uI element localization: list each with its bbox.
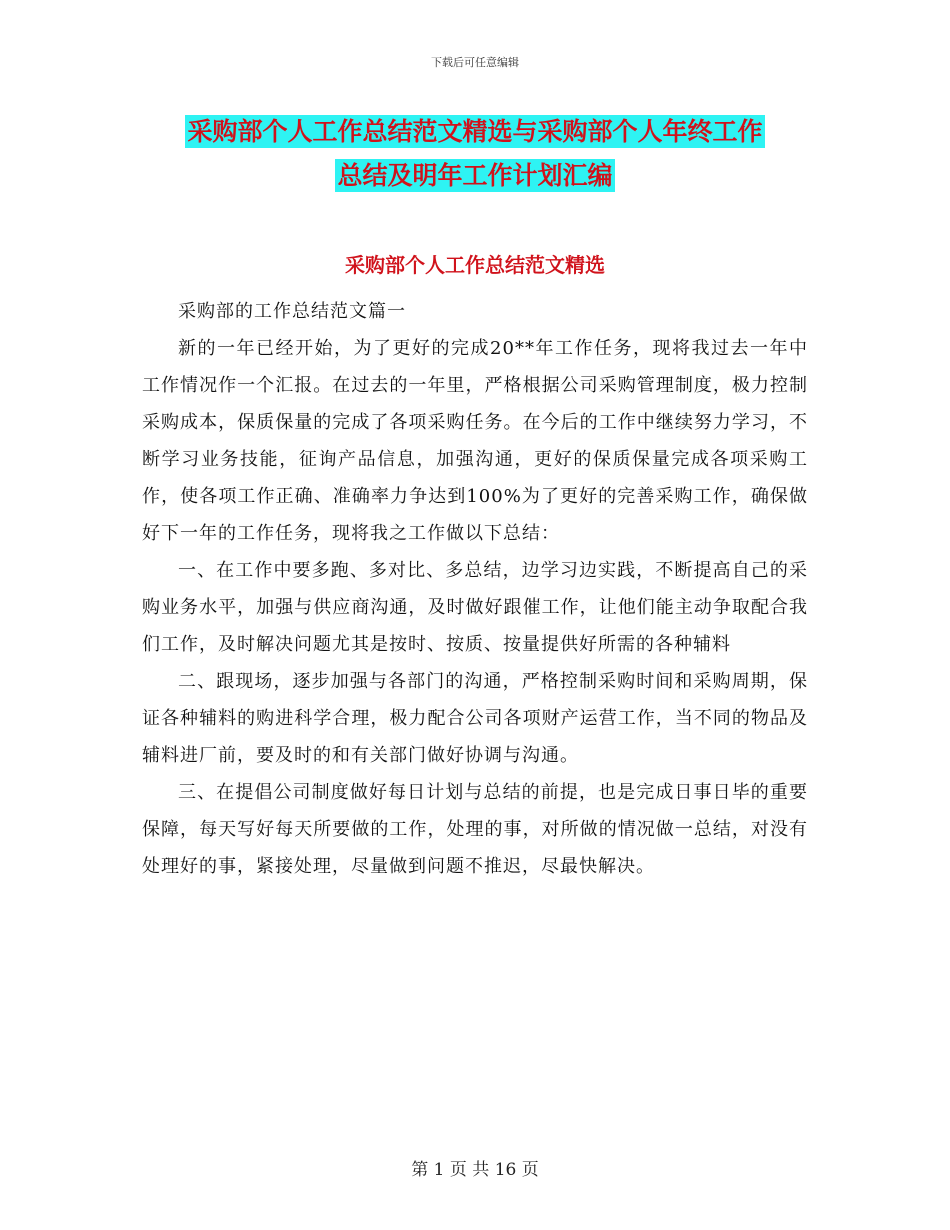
paragraph-point-3: 三、在提倡公司制度做好每日计划与总结的前提，也是完成日事日毕的重要保障，每天写好每天所要做的工作，处理的事，对所做的情况做一总结，对没有处理好的事，紧接处理，尽量做到问题不推迟，尽最快解决。 (142, 782, 808, 877)
title-highlight-2: 总结及明年工作计划汇编 (337, 161, 613, 190)
page-number-footer: 第 1 页 共 16 页 (411, 1160, 539, 1180)
title-highlight-1: 采购部个人工作总结范文精选与采购部个人年终工作 (187, 117, 763, 146)
paragraph-point-1: 一、在工作中要多跑、多对比、多总结，边学习边实践，不断提高自己的采购业务水平，加强与供应商沟通，及时做好跟催工作，让他们能主动争取配合我们工作，及时解决问题尤其是按时、按质、按量提供好所需的各种辅料 (142, 560, 808, 655)
section-title: 采购部个人工作总结范文精选 (345, 253, 605, 277)
document-title-line-2 (0, 156, 950, 192)
document-title-line-1 (0, 112, 950, 148)
paragraph-intro: 新的一年已经开始，为了更好的完成20**年工作任务，现将我过去一年中工作情况作一个汇报。在过去的一年里，严格根据公司采购管理制度，极力控制采购成本，保质保量的完成了各项采购任务。在今后的工作中继续努力学习，不断学习业务技能，征询产品信息，加强沟通，更好的保质保量完成各项采购工作，使各项工作正确、准确率力争达到100%为了更好的完善采购工作，确保做好下一年的工作任务，现将我之工作做以下总结： (142, 338, 808, 544)
paragraph-point-2: 二、跟现场，逐步加强与各部门的沟通，严格控制采购时间和采购周期，保证各种辅料的购进科学合理，极力配合公司各项财产运营工作，当不同的物品及辅料进厂前，要及时的和有关部门做好协调与沟通。 (142, 671, 808, 766)
subheading-paragraph: 采购部的工作总结范文篇一 (178, 301, 406, 322)
page-header-note: 下载后可任意编辑 (431, 56, 519, 69)
body-text (142, 293, 808, 885)
